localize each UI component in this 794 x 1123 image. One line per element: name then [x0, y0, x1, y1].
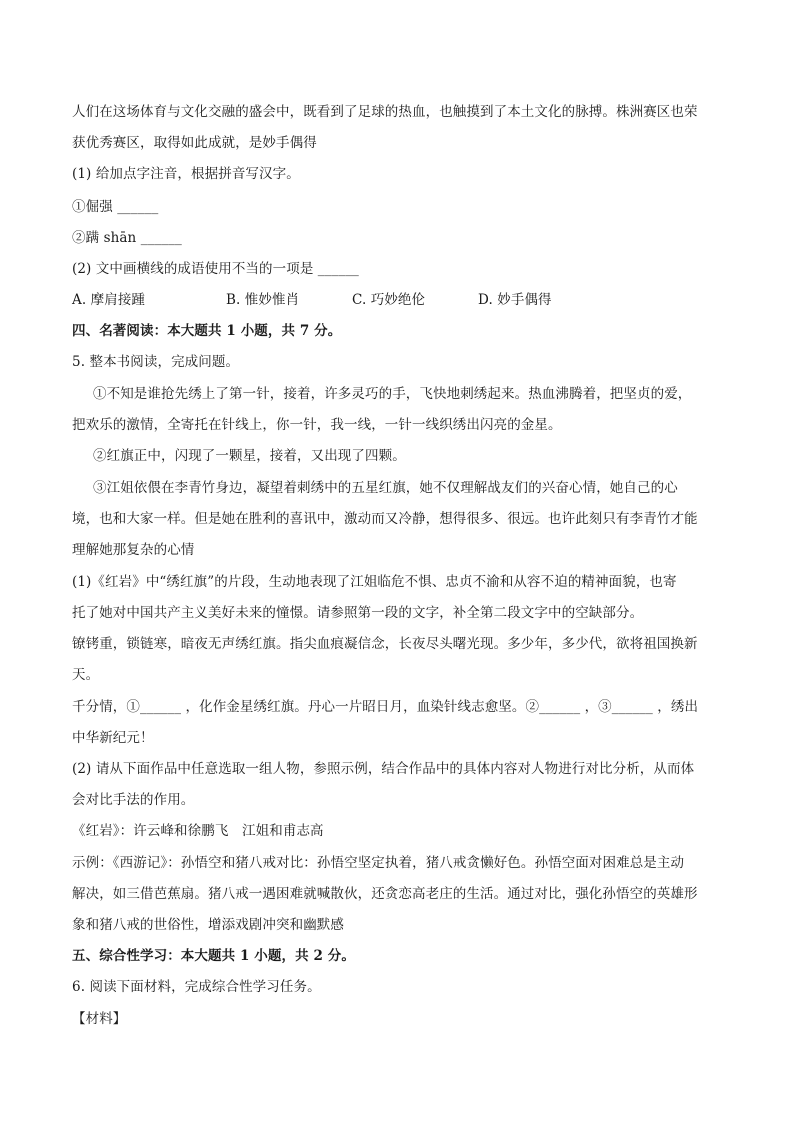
answer-options: [72, 291, 552, 309]
question-5-2-line-2: 会对比手法的作用。: [72, 792, 195, 808]
example-line-1: 示例：《西游记》：孙悟空和猪八戒对比：孙悟空坚定执着，猪八戒贪懒好色。孙悟空面对困难总是主动: [72, 855, 685, 871]
section-5-heading: 五、综合性学习：本大题共 1 小题，共 2 分。: [72, 948, 355, 964]
poem-stanza-1-line-1: 镣铐重，锁链寒，暗夜无声绣红旗。指尖血痕凝信念，长夜尽头曙光现。多少年，多少代，欲将祖国换新: [72, 636, 698, 652]
excerpt-2: ②红旗正中，闪现了一颗星，接着，又出现了四颗。: [93, 448, 406, 464]
section-4-heading: 四、名著阅读：本大题共 1 小题，共 7 分。: [72, 323, 342, 339]
question-1-item-1: ①倔强 ______: [72, 199, 159, 215]
character-pairs: 《红岩》：许云峰和徐鹏飞 江姐和甫志高: [72, 823, 324, 839]
question-5-1-line-1: (1)《红岩》中“绣红旗”的片段，生动地表现了江姐临危不惧、忠贞不渝和从容不迫的精神面貌，也寄: [72, 574, 677, 590]
question-5-prompt: 5. 整本书阅读，完成问题。: [72, 354, 240, 370]
option-c: C. 巧妙绝伦: [352, 292, 426, 308]
option-a: A. 摩肩接踵: [72, 292, 146, 308]
question-5-2-line-1: (2) 请从下面作品中任意选取一组人物，参照示例，结合作品中的具体内容对人物进行对比分析，从而体: [72, 761, 695, 777]
excerpt-1-line-1: ①不知是谁抢先绣上了第一针，接着，许多灵巧的手，飞快地刺绣起来。热血沸腾着，把坚贞的爱，: [93, 386, 692, 402]
excerpt-1-line-2: 把欢乐的激情，全寄托在针线上，你一针，我一线，一针一线织绣出闪亮的金星。: [72, 417, 562, 433]
material-heading: 【材料】: [72, 1011, 127, 1027]
poem-stanza-2-line-2: 中华新纪元！: [72, 730, 154, 746]
paragraph-intro-line-1: 人们在这场体育与文化交融的盛会中，既看到了足球的热血，也触摸到了本土文化的脉搏。株洲赛区也荣: [72, 104, 698, 120]
example-line-3: 象和猪八戒的世俗性，增添戏剧冲突和幽默感: [72, 917, 344, 933]
question-2-prompt: (2) 文中画横线的成语使用不当的一项是 ______: [72, 261, 359, 277]
option-b: B. 惟妙惟肖: [226, 292, 300, 308]
question-6-prompt: 6. 阅读下面材料，完成综合性学习任务。: [72, 979, 321, 995]
question-5-1-line-2: 托了她对中国共产主义美好未来的憧憬。请参照第一段的文字，补全第二段文字中的空缺部分。: [72, 605, 644, 621]
option-d: D. 妙手偶得: [478, 292, 552, 308]
poem-stanza-2-line-1: 千分情，①______ ，化作金星绣红旗。丹心一片昭日月，血染针线志愈坚。②______ ，③______ ，绣出: [72, 699, 699, 715]
question-1-prompt: (1) 给加点字注音，根据拼音写汉字。: [72, 166, 300, 182]
example-line-2: 解决，如三借芭蕉扇。猪八戒一遇困难就喊散伙，还贪恋高老庄的生活。通过对比，强化孙悟空的英雄形: [72, 886, 698, 902]
excerpt-3-line-1: ③江姐依偎在李青竹身边，凝望着刺绣中的五星红旗，她不仅理解战友们的兴奋心情，她自己的心: [93, 480, 678, 496]
paragraph-intro-line-2: 获优秀赛区，取得如此成就，是妙手偶得: [72, 135, 317, 151]
poem-stanza-1-line-2: 天。: [72, 667, 100, 683]
question-1-item-2: ②蹒 shān ______: [72, 230, 182, 246]
excerpt-3-line-2: 境，也和大家一样。但是她在胜利的喜讯中，激动而又冷静，想得很多、很远。也许此刻只有李青竹才能: [72, 511, 698, 527]
excerpt-3-line-3: 理解她那复杂的心情: [72, 542, 195, 558]
